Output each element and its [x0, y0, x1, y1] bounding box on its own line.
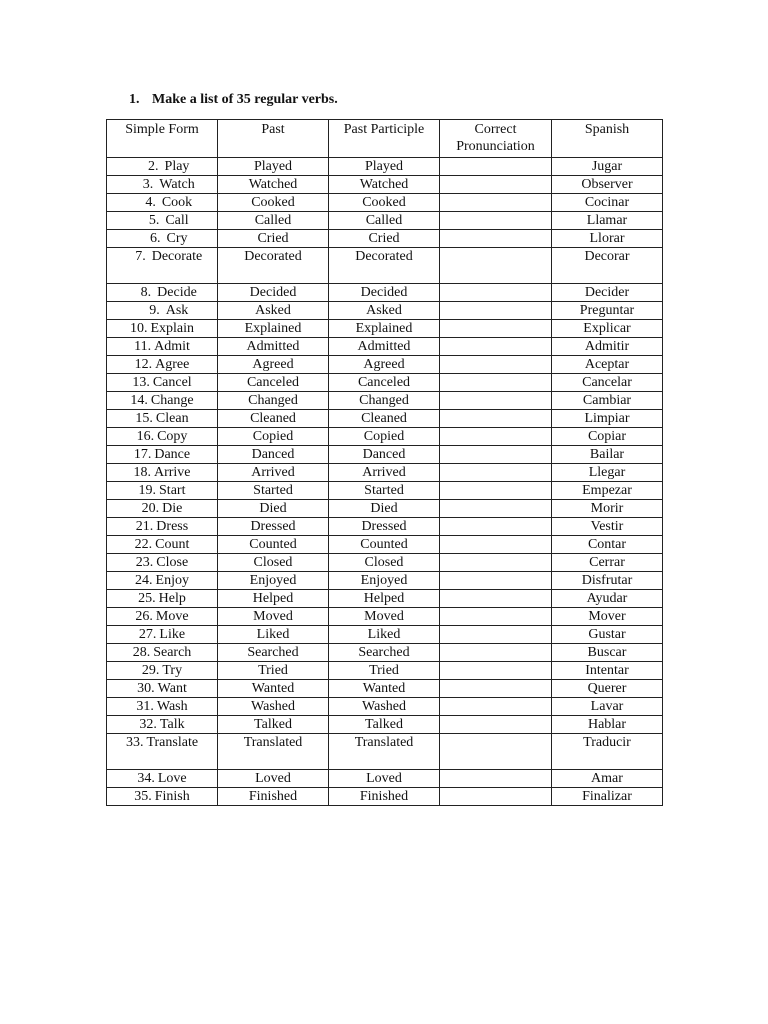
cell-past: Arrived — [218, 464, 329, 482]
cell-simple-form — [107, 212, 218, 230]
table-row — [107, 788, 663, 806]
verb-simple-form: Try — [162, 663, 183, 678]
cell-past-participle: Changed — [329, 392, 440, 410]
cell-past: Decided — [218, 284, 329, 302]
cell-correct-pronunciation — [440, 536, 552, 554]
cell-spanish: Hablar — [552, 716, 663, 734]
cell-simple-form — [107, 338, 218, 356]
verb-number: 12. — [134, 357, 153, 372]
cell-simple-form — [107, 482, 218, 500]
cell-past-participle: Counted — [329, 536, 440, 554]
verb-simple-form: Admit — [154, 339, 190, 354]
cell-correct-pronunciation — [440, 338, 552, 356]
verb-simple-form: Cancel — [152, 375, 192, 390]
cell-past-participle: Talked — [329, 716, 440, 734]
cell-correct-pronunciation — [440, 680, 552, 698]
cell-spanish: Preguntar — [552, 302, 663, 320]
cell-simple-form — [107, 284, 218, 302]
cell-simple-form — [107, 716, 218, 734]
table-row — [107, 284, 663, 302]
cell-correct-pronunciation — [440, 590, 552, 608]
verb-number: 20. — [141, 501, 160, 516]
cell-spanish: Explicar — [552, 320, 663, 338]
table-row — [107, 572, 663, 590]
cell-past-participle: Cleaned — [329, 410, 440, 428]
verb-simple-form: Cry — [166, 231, 188, 246]
cell-spanish: Contar — [552, 536, 663, 554]
cell-past: Enjoyed — [218, 572, 329, 590]
table-row — [107, 374, 663, 392]
cell-past-participle: Danced — [329, 446, 440, 464]
cell-correct-pronunciation — [440, 176, 552, 194]
cell-past: Liked — [218, 626, 329, 644]
cell-spanish: Llegar — [552, 464, 663, 482]
cell-past: Watched — [218, 176, 329, 194]
cell-correct-pronunciation — [440, 248, 552, 284]
verb-number: 31. — [136, 699, 154, 714]
cell-spanish: Llorar — [552, 230, 663, 248]
cell-correct-pronunciation — [440, 302, 552, 320]
verb-number: 9. — [149, 303, 160, 318]
table-row — [107, 392, 663, 410]
cell-correct-pronunciation — [440, 410, 552, 428]
header-past: Past — [218, 120, 329, 158]
verb-number: 25. — [138, 591, 156, 606]
cell-past: Explained — [218, 320, 329, 338]
cell-simple-form — [107, 320, 218, 338]
verb-simple-form: Enjoy — [155, 573, 189, 588]
cell-past: Translated — [218, 734, 329, 770]
cell-past: Asked — [218, 302, 329, 320]
cell-past: Died — [218, 500, 329, 518]
verb-number: 8. — [140, 285, 152, 300]
cell-spanish: Copiar — [552, 428, 663, 446]
table-row — [107, 482, 663, 500]
cell-past: Washed — [218, 698, 329, 716]
cell-past-participle: Dressed — [329, 518, 440, 536]
verb-simple-form: Change — [150, 393, 194, 408]
cell-spanish: Finalizar — [552, 788, 663, 806]
verb-simple-form: Copy — [157, 429, 188, 444]
cell-past: Admitted — [218, 338, 329, 356]
table-row — [107, 554, 663, 572]
cell-past-participle: Decorated — [329, 248, 440, 284]
table-row — [107, 536, 663, 554]
cell-spanish: Limpiar — [552, 410, 663, 428]
verb-simple-form: Cook — [161, 195, 193, 210]
cell-past: Closed — [218, 554, 329, 572]
cell-past: Wanted — [218, 680, 329, 698]
table-row — [107, 608, 663, 626]
verb-simple-form: Like — [159, 627, 186, 642]
cell-correct-pronunciation — [440, 662, 552, 680]
cell-simple-form — [107, 788, 218, 806]
header-row — [107, 120, 663, 158]
table-row — [107, 230, 663, 248]
header-correct-pronunciation: Correct Pronunciation — [440, 120, 552, 158]
verb-simple-form: Love — [157, 771, 187, 786]
cell-past-participle: Translated — [329, 734, 440, 770]
cell-spanish: Cambiar — [552, 392, 663, 410]
cell-spanish: Ayudar — [552, 590, 663, 608]
table-row — [107, 356, 663, 374]
cell-past-participle: Copied — [329, 428, 440, 446]
cell-simple-form — [107, 410, 218, 428]
cell-past: Canceled — [218, 374, 329, 392]
table-row — [107, 464, 663, 482]
verb-number: 26. — [135, 609, 153, 624]
cell-spanish: Buscar — [552, 644, 663, 662]
verb-simple-form: Help — [158, 591, 186, 606]
cell-simple-form — [107, 428, 218, 446]
cell-simple-form — [107, 302, 218, 320]
verb-simple-form: Close — [156, 555, 189, 570]
cell-past: Changed — [218, 392, 329, 410]
verb-simple-form: Die — [162, 501, 183, 516]
cell-spanish: Llamar — [552, 212, 663, 230]
cell-simple-form — [107, 554, 218, 572]
table-row — [107, 410, 663, 428]
cell-spanish: Querer — [552, 680, 663, 698]
verb-number: 16. — [136, 429, 155, 444]
cell-simple-form — [107, 158, 218, 176]
table-row — [107, 716, 663, 734]
verb-number: 13. — [132, 375, 150, 390]
verb-number: 18. — [133, 465, 151, 480]
cell-correct-pronunciation — [440, 554, 552, 572]
cell-past: Talked — [218, 716, 329, 734]
cell-simple-form — [107, 572, 218, 590]
verb-number: 23. — [135, 555, 154, 570]
verb-number: 22. — [134, 537, 153, 552]
cell-past-participle: Cried — [329, 230, 440, 248]
cell-past-participle: Agreed — [329, 356, 440, 374]
cell-simple-form — [107, 194, 218, 212]
cell-past: Loved — [218, 770, 329, 788]
table-row — [107, 446, 663, 464]
cell-spanish: Aceptar — [552, 356, 663, 374]
cell-past-participle: Finished — [329, 788, 440, 806]
table-row — [107, 590, 663, 608]
cell-past: Agreed — [218, 356, 329, 374]
cell-past-participle: Loved — [329, 770, 440, 788]
cell-simple-form — [107, 248, 218, 284]
cell-past-participle: Cooked — [329, 194, 440, 212]
cell-past-participle: Explained — [329, 320, 440, 338]
verb-number: 32. — [139, 717, 157, 732]
verb-number: 14. — [130, 393, 148, 408]
table-row — [107, 248, 663, 284]
question-number: 1. — [129, 92, 140, 107]
cell-past-participle: Watched — [329, 176, 440, 194]
cell-past-participle: Washed — [329, 698, 440, 716]
cell-correct-pronunciation — [440, 770, 552, 788]
cell-correct-pronunciation — [440, 158, 552, 176]
cell-past-participle: Decided — [329, 284, 440, 302]
table-row — [107, 176, 663, 194]
cell-correct-pronunciation — [440, 518, 552, 536]
cell-correct-pronunciation — [440, 644, 552, 662]
verb-number: 28. — [132, 645, 151, 660]
cell-spanish: Traducir — [552, 734, 663, 770]
table-row — [107, 320, 663, 338]
cell-simple-form — [107, 680, 218, 698]
cell-correct-pronunciation — [440, 788, 552, 806]
header-simple-form: Simple Form — [107, 120, 218, 158]
question-heading — [129, 92, 338, 108]
table-row — [107, 212, 663, 230]
verb-simple-form: Dress — [156, 519, 189, 534]
cell-spanish: Amar — [552, 770, 663, 788]
cell-past: Called — [218, 212, 329, 230]
cell-simple-form — [107, 698, 218, 716]
cell-correct-pronunciation — [440, 572, 552, 590]
cell-simple-form — [107, 518, 218, 536]
cell-spanish: Jugar — [552, 158, 663, 176]
verb-number: 17. — [133, 447, 152, 462]
verb-simple-form: Agree — [155, 357, 190, 372]
verb-simple-form: Ask — [165, 303, 189, 318]
cell-correct-pronunciation — [440, 698, 552, 716]
cell-past: Decorated — [218, 248, 329, 284]
cell-simple-form — [107, 392, 218, 410]
verb-number: 10. — [129, 321, 148, 336]
verb-simple-form: Translate — [146, 735, 199, 750]
verb-number: 21. — [135, 519, 154, 534]
verb-number: 33. — [125, 735, 144, 750]
verb-simple-form: Count — [155, 537, 190, 552]
verb-number: 6. — [150, 231, 161, 246]
table-row — [107, 518, 663, 536]
table-header — [107, 120, 663, 158]
cell-simple-form — [107, 536, 218, 554]
verb-simple-form: Wash — [156, 699, 188, 714]
cell-spanish: Cocinar — [552, 194, 663, 212]
table-row — [107, 626, 663, 644]
cell-correct-pronunciation — [440, 392, 552, 410]
cell-past: Copied — [218, 428, 329, 446]
verb-simple-form: Clean — [155, 411, 189, 426]
cell-spanish: Intentar — [552, 662, 663, 680]
cell-past-participle: Started — [329, 482, 440, 500]
verb-simple-form: Decide — [157, 285, 197, 300]
cell-spanish: Decorar — [552, 248, 663, 284]
cell-simple-form — [107, 230, 218, 248]
verb-simple-form: Watch — [159, 177, 195, 192]
verb-simple-form: Arrive — [153, 465, 191, 480]
cell-correct-pronunciation — [440, 734, 552, 770]
verb-number: 15. — [135, 411, 153, 426]
cell-simple-form — [107, 644, 218, 662]
cell-past: Counted — [218, 536, 329, 554]
verb-number: 4. — [145, 195, 156, 210]
cell-past-participle: Liked — [329, 626, 440, 644]
cell-past: Cleaned — [218, 410, 329, 428]
cell-past: Finished — [218, 788, 329, 806]
cell-correct-pronunciation — [440, 626, 552, 644]
cell-spanish: Mover — [552, 608, 663, 626]
cell-simple-form — [107, 734, 218, 770]
cell-past-participle: Enjoyed — [329, 572, 440, 590]
cell-past-participle: Tried — [329, 662, 440, 680]
verb-number: 24. — [135, 573, 153, 588]
cell-simple-form — [107, 356, 218, 374]
cell-simple-form — [107, 590, 218, 608]
cell-correct-pronunciation — [440, 374, 552, 392]
verb-simple-form: Want — [157, 681, 187, 696]
verb-number: 19. — [138, 483, 157, 498]
verb-number: 5. — [148, 213, 160, 228]
cell-simple-form — [107, 626, 218, 644]
table-row — [107, 302, 663, 320]
cell-correct-pronunciation — [440, 716, 552, 734]
verb-simple-form: Dance — [154, 447, 191, 462]
cell-correct-pronunciation — [440, 284, 552, 302]
cell-past: Danced — [218, 446, 329, 464]
cell-spanish: Lavar — [552, 698, 663, 716]
cell-past-participle: Asked — [329, 302, 440, 320]
verb-number: 3. — [142, 177, 154, 192]
table-row — [107, 338, 663, 356]
verb-number: 7. — [135, 249, 146, 264]
verb-simple-form: Explain — [150, 321, 195, 336]
cell-correct-pronunciation — [440, 320, 552, 338]
table-row — [107, 428, 663, 446]
cell-past: Cooked — [218, 194, 329, 212]
cell-correct-pronunciation — [440, 446, 552, 464]
verb-number: 35. — [134, 789, 152, 804]
cell-correct-pronunciation — [440, 356, 552, 374]
cell-spanish: Observer — [552, 176, 663, 194]
table-body — [107, 158, 663, 806]
cell-past-participle: Closed — [329, 554, 440, 572]
cell-past: Searched — [218, 644, 329, 662]
cell-correct-pronunciation — [440, 230, 552, 248]
cell-correct-pronunciation — [440, 428, 552, 446]
cell-spanish: Gustar — [552, 626, 663, 644]
cell-correct-pronunciation — [440, 212, 552, 230]
cell-spanish: Decider — [552, 284, 663, 302]
cell-past: Played — [218, 158, 329, 176]
cell-simple-form — [107, 608, 218, 626]
verb-simple-form: Move — [155, 609, 189, 624]
cell-past-participle: Helped — [329, 590, 440, 608]
cell-past: Helped — [218, 590, 329, 608]
cell-past-participle: Canceled — [329, 374, 440, 392]
cell-past: Dressed — [218, 518, 329, 536]
verb-simple-form: Call — [165, 213, 189, 228]
verb-simple-form: Talk — [159, 717, 185, 732]
cell-correct-pronunciation — [440, 608, 552, 626]
verb-number: 30. — [137, 681, 155, 696]
cell-correct-pronunciation — [440, 194, 552, 212]
cell-past-participle: Played — [329, 158, 440, 176]
cell-simple-form — [107, 374, 218, 392]
cell-correct-pronunciation — [440, 500, 552, 518]
cell-simple-form — [107, 446, 218, 464]
table-row — [107, 698, 663, 716]
cell-correct-pronunciation — [440, 464, 552, 482]
cell-spanish: Bailar — [552, 446, 663, 464]
table-row — [107, 194, 663, 212]
table-row — [107, 500, 663, 518]
cell-spanish: Cerrar — [552, 554, 663, 572]
cell-spanish: Cancelar — [552, 374, 663, 392]
cell-past-participle: Admitted — [329, 338, 440, 356]
cell-past-participle: Called — [329, 212, 440, 230]
verb-simple-form: Finish — [154, 789, 190, 804]
cell-spanish: Morir — [552, 500, 663, 518]
cell-past-participle: Wanted — [329, 680, 440, 698]
verb-number: 2. — [148, 159, 159, 174]
header-spanish: Spanish — [552, 120, 663, 158]
verbs-table — [106, 119, 663, 806]
cell-past: Moved — [218, 608, 329, 626]
table-row — [107, 158, 663, 176]
cell-simple-form — [107, 662, 218, 680]
verb-number: 27. — [138, 627, 157, 642]
cell-simple-form — [107, 500, 218, 518]
question-text: Make a list of 35 regular verbs. — [152, 92, 338, 107]
verb-simple-form: Decorate — [151, 249, 203, 264]
cell-simple-form — [107, 464, 218, 482]
verb-number: 29. — [141, 663, 160, 678]
table-row — [107, 680, 663, 698]
verb-number: 34. — [137, 771, 155, 786]
cell-simple-form — [107, 770, 218, 788]
verb-number: 11. — [134, 339, 152, 354]
header-past-participle: Past Participle — [329, 120, 440, 158]
cell-past: Started — [218, 482, 329, 500]
cell-spanish: Empezar — [552, 482, 663, 500]
cell-past-participle: Died — [329, 500, 440, 518]
table-row — [107, 770, 663, 788]
table-row — [107, 734, 663, 770]
table-row — [107, 662, 663, 680]
cell-past: Cried — [218, 230, 329, 248]
verb-simple-form: Play — [164, 159, 190, 174]
cell-past-participle: Arrived — [329, 464, 440, 482]
cell-spanish: Admitir — [552, 338, 663, 356]
cell-spanish: Vestir — [552, 518, 663, 536]
cell-past-participle: Searched — [329, 644, 440, 662]
cell-simple-form — [107, 176, 218, 194]
cell-past-participle: Moved — [329, 608, 440, 626]
verb-simple-form: Search — [153, 645, 192, 660]
verb-simple-form: Start — [159, 483, 186, 498]
cell-correct-pronunciation — [440, 482, 552, 500]
cell-past: Tried — [218, 662, 329, 680]
table-row — [107, 644, 663, 662]
cell-spanish: Disfrutar — [552, 572, 663, 590]
